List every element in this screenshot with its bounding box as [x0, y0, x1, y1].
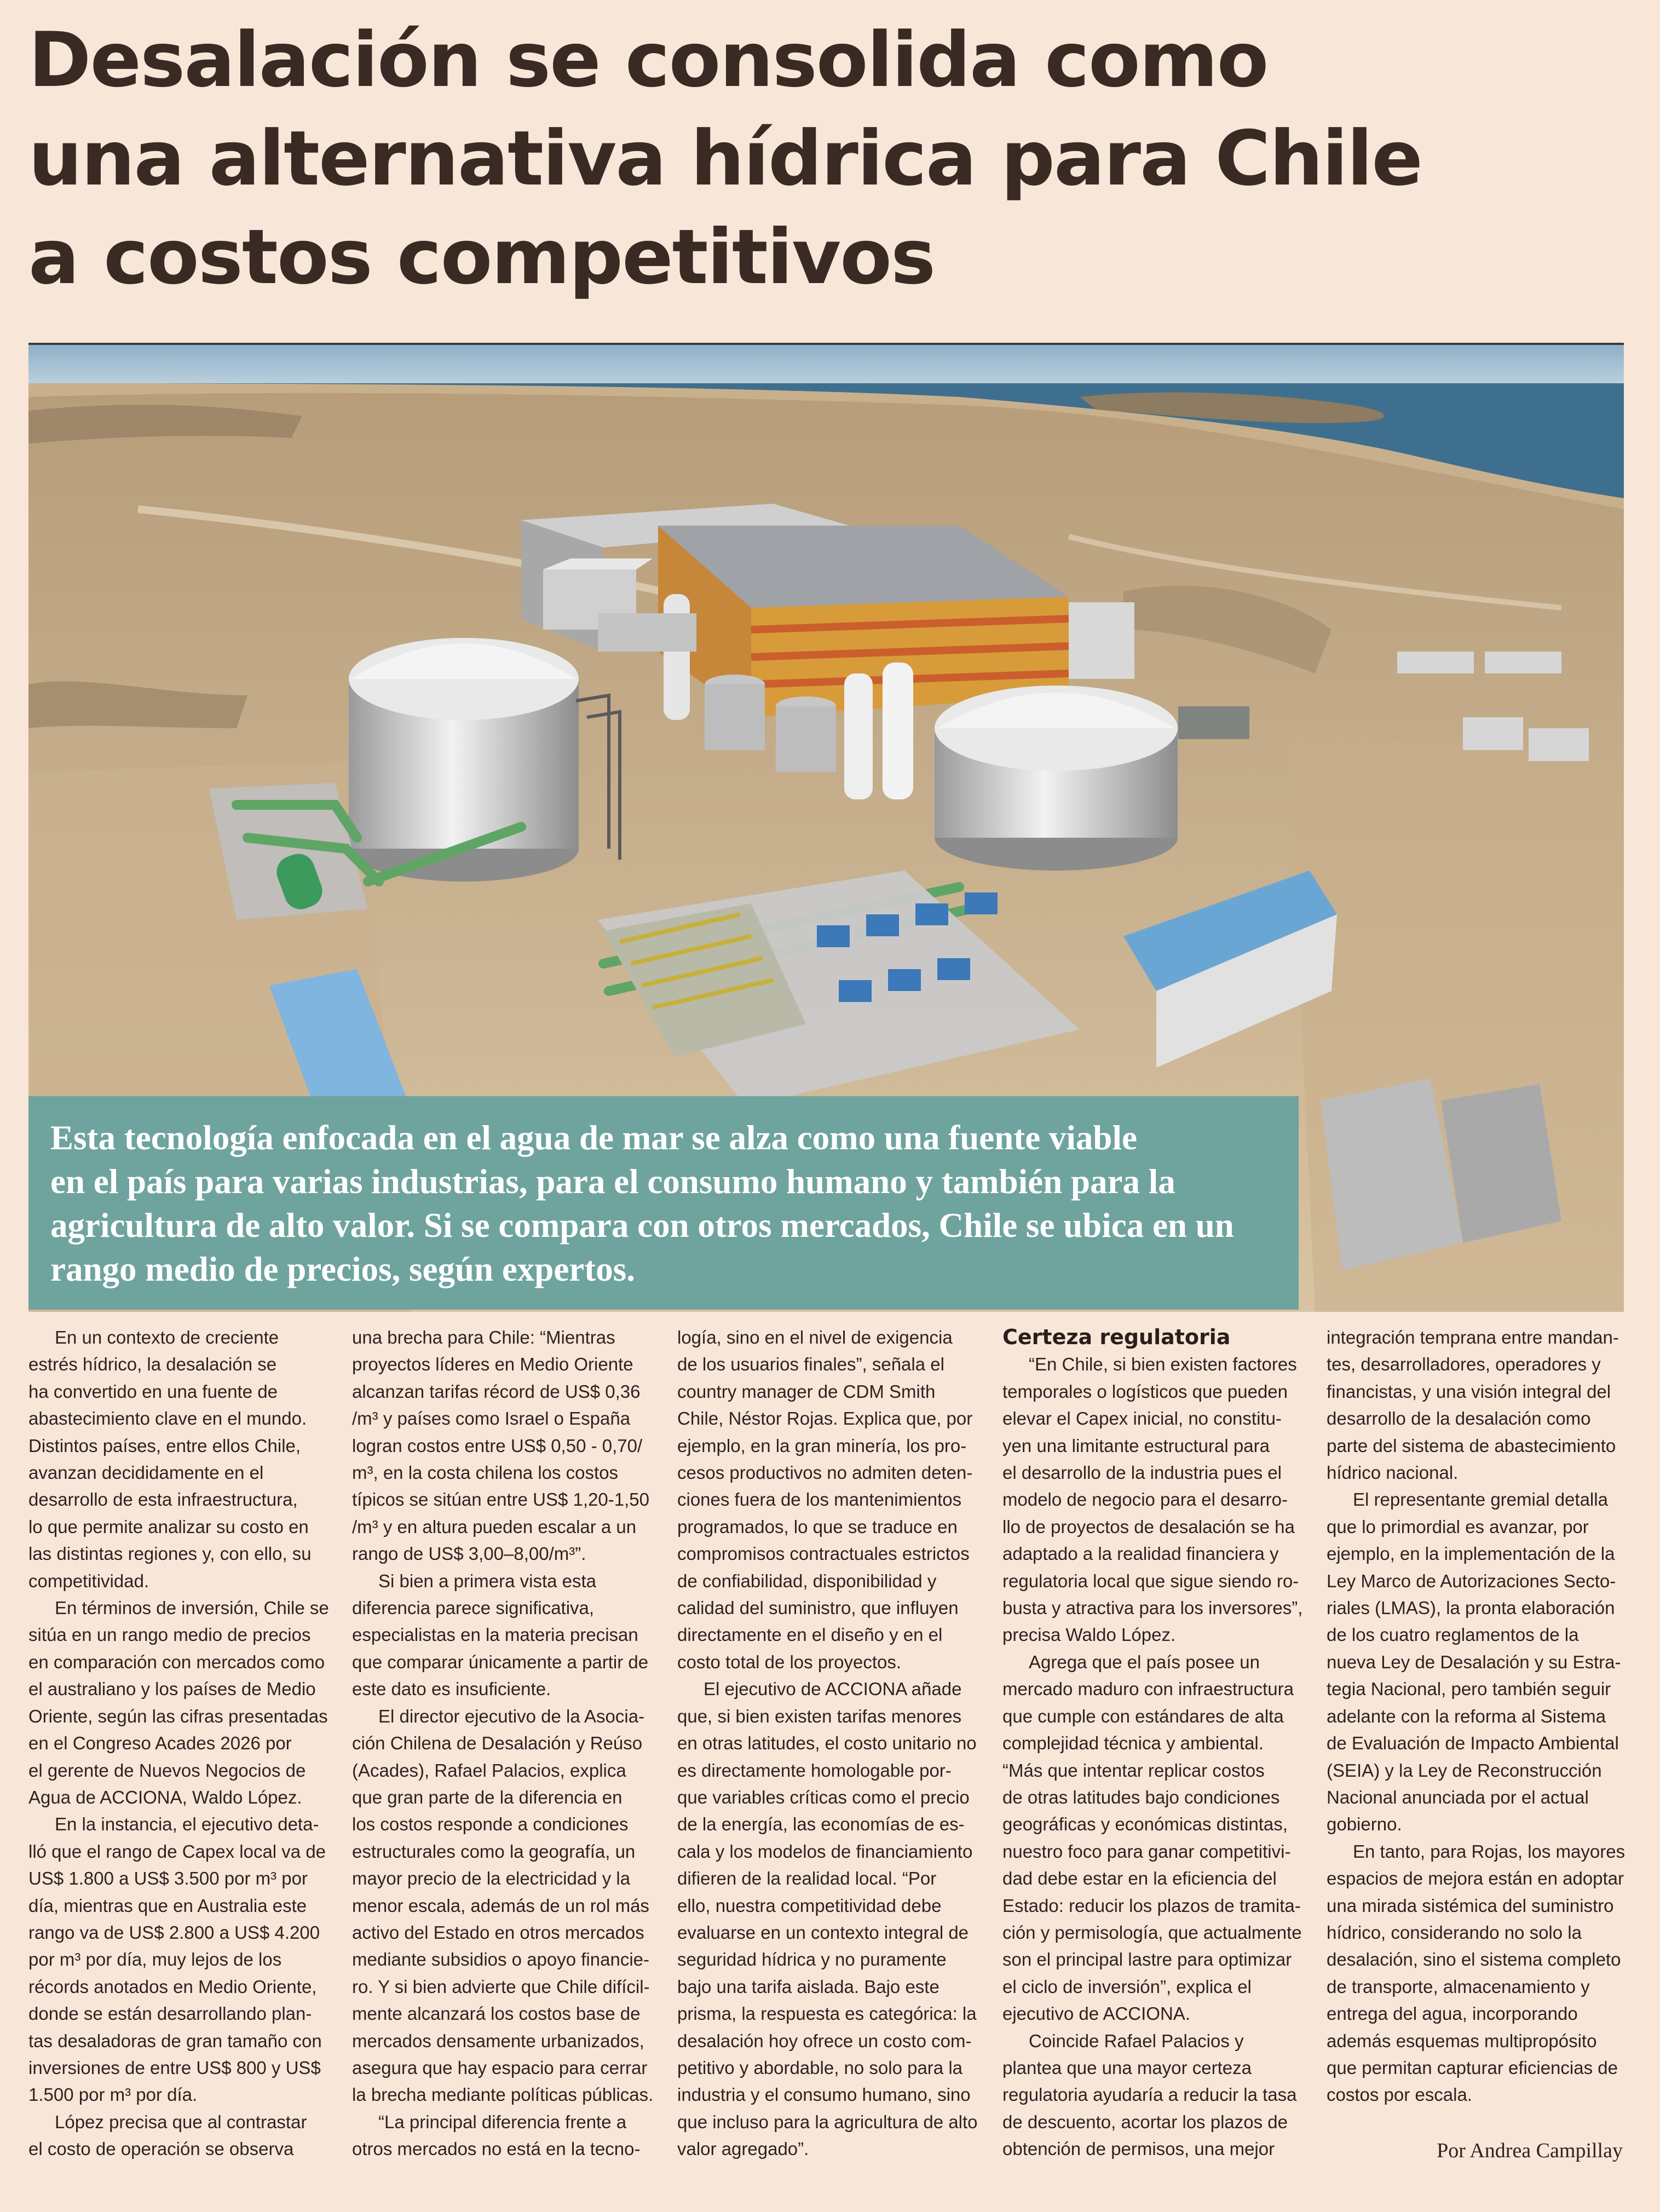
headline-line: a costos competitivos	[28, 213, 935, 301]
article-text-line: día, mientras que en Australia este	[28, 1895, 307, 1916]
article-text-line: “En Chile, si bien existen factores	[1029, 1354, 1297, 1375]
article-text-line: el costo de operación se observa	[28, 2139, 294, 2159]
article-text-line: complejidad técnica y ambiental.	[1002, 1733, 1264, 1754]
article-text-line: calidad del suministro, que influyen	[677, 1598, 959, 1618]
article-text-line: proyectos líderes en Medio Oriente	[352, 1354, 633, 1375]
article-text-line: otros mercados no está en la tecno-	[352, 2139, 641, 2159]
article-text-line: lo que permite analizar su costo en	[28, 1516, 309, 1537]
article-text-line: mayor precio de la electricidad y la	[352, 1868, 631, 1889]
headline-line: una alternativa hídrica para Chile	[28, 114, 1422, 203]
article-text-line: Nacional anunciada por el actual	[1327, 1787, 1589, 1807]
article-text-line: mediante subsidios o apoyo financie-	[352, 1949, 650, 1970]
article-text-line: de confiabilidad, disponibilidad y	[677, 1570, 937, 1591]
article-text-line: logran costos entre US$ 0,50 - 0,70/	[352, 1435, 643, 1456]
article-text-line: ejemplo, en la gran minería, los pro-	[677, 1435, 967, 1456]
article-text-line: hídrico nacional.	[1327, 1462, 1459, 1483]
summary-line: Esta tecnología enfocada en el agua de mar se alza como una fuente viable	[50, 1119, 1137, 1157]
article-text-line: directamente en el diseño y en el	[677, 1625, 943, 1645]
article-text-line: de otras latitudes bajo condiciones	[1002, 1787, 1280, 1807]
article-text-line: “Más que intentar replicar costos	[1002, 1760, 1265, 1781]
article-text-line: estrés hídrico, la desalación se	[28, 1354, 277, 1375]
article-headline	[28, 11, 1616, 307]
article-text-line: geográficas y económicas distintas,	[1002, 1814, 1288, 1835]
article-text-line: desarrollo de esta infraestructura,	[28, 1489, 298, 1510]
article-text-line: de descuento, acortar los plazos de	[1002, 2111, 1288, 2132]
article-text-line: El representante gremial detalla	[1353, 1489, 1608, 1510]
article-text-line: el ciclo de inversión”, explica el	[1002, 1976, 1252, 1997]
section-heading: Certeza regulatoria	[1002, 1325, 1231, 1349]
article-text-line: integración temprana entre mandan-	[1327, 1327, 1619, 1347]
article-text-line: típicos se sitúan entre US$ 1,20-1,50	[352, 1489, 649, 1510]
article-text-line: los costos responde a condiciones	[352, 1814, 629, 1835]
article-text-line: que gran parte de la diferencia en	[352, 1787, 622, 1807]
article-text-line: Ley Marco de Autorizaciones Secto-	[1327, 1570, 1616, 1591]
article-text-line: parte del sistema de abastecimiento	[1327, 1435, 1616, 1456]
article-text-line: ciones fuera de los mantenimientos	[677, 1489, 962, 1510]
article-text-line: entrega del agua, incorporando	[1327, 2003, 1578, 2024]
article-text-line: costos por escala.	[1327, 2084, 1472, 2105]
article-text-line: elevar el Capex inicial, no constitu-	[1002, 1408, 1282, 1429]
article-text-line: regulatoria local que sigue siendo ro-	[1002, 1570, 1299, 1591]
article-text-line: En tanto, para Rojas, los mayores	[1353, 1841, 1626, 1862]
article-text-line: En la instancia, el ejecutivo deta-	[55, 1814, 319, 1835]
article-text-line: ejecutivo de ACCIONA.	[1002, 2003, 1190, 2024]
article-text-line: que, si bien existen tarifas menores	[677, 1706, 962, 1726]
article-text-line: asegura que hay espacio para cerrar	[352, 2057, 648, 2078]
article-text-line: country manager de CDM Smith	[677, 1381, 936, 1402]
article-text-line: estructurales como la geografía, un	[352, 1841, 636, 1862]
article-text-line: /m³ y países como Israel o España	[352, 1408, 631, 1429]
article-text-line: obtención de permisos, una mejor	[1002, 2139, 1275, 2159]
article-text-line: que incluso para la agricultura de alto	[677, 2111, 978, 2132]
article-text-line: que variables críticas como el precio	[677, 1787, 970, 1807]
article-text-line: El director ejecutivo de la Asocia-	[378, 1706, 645, 1726]
article-text-line: alcanzan tarifas récord de US$ 0,36	[352, 1381, 641, 1402]
article-text-line: programados, lo que se traduce en	[677, 1516, 958, 1537]
article-text-line: una mirada sistémica del suministro	[1327, 1895, 1614, 1916]
article-text-line: desarrollo de la desalación como	[1327, 1408, 1591, 1429]
article-text-line: bajo una tarifa aislada. Bajo este	[677, 1976, 939, 1997]
article-text-line: desalación, sino el sistema completo	[1327, 1949, 1621, 1970]
article-text-line: cesos productivos no admiten deten-	[677, 1462, 973, 1483]
article-text-line: rango de US$ 3,00–8,00/m³”.	[352, 1543, 586, 1564]
article-text-line: de los cuatro reglamentos de la	[1327, 1625, 1579, 1645]
article-text-line: riales (LMAS), la pronta elaboración	[1327, 1598, 1615, 1618]
article-text-line: Estado: reducir los plazos de tramita-	[1002, 1895, 1301, 1916]
article-text-line: precisa Waldo López.	[1002, 1625, 1176, 1645]
article-text-line: yen una limitante estructural para	[1002, 1435, 1270, 1456]
article-text-line: tes, desarrolladores, operadores y	[1327, 1354, 1601, 1375]
article-text-line: cala y los modelos de financiamiento	[677, 1841, 973, 1862]
article-text-line: financistas, y una visión integral del	[1327, 1381, 1611, 1402]
article-text-line: en comparación con mercados como	[28, 1651, 325, 1672]
article-text-line: llo de proyectos de desalación se ha	[1002, 1516, 1295, 1537]
article-text-line: Oriente, según las cifras presentadas	[28, 1706, 328, 1726]
article-column-3	[677, 1324, 978, 2163]
article-text-line: ha convertido en una fuente de	[28, 1381, 278, 1402]
article-text-line: abastecimiento clave en el mundo.	[28, 1408, 307, 1429]
article-text-line: son el principal lastre para optimizar	[1002, 1949, 1292, 1970]
article-text-line: valor agregado”.	[677, 2139, 809, 2159]
article-text-line: mercados densamente urbanizados,	[352, 2030, 644, 2051]
article-text-line: adaptado a la realidad financiera y	[1002, 1543, 1279, 1564]
article-text-line: además esquemas multipropósito	[1327, 2030, 1597, 2051]
article-column-5	[1327, 1324, 1626, 2109]
article-text-line: ro. Y si bien advierte que Chile difícil-	[352, 1976, 650, 1997]
article-text-line: petitivo y abordable, no solo para la	[677, 2057, 963, 2078]
article-text-line: ción Chilena de Desalación y Reúso	[352, 1733, 643, 1754]
article-text-line: (Acades), Rafael Palacios, explica	[352, 1760, 626, 1781]
article-text-line: En términos de inversión, Chile se	[55, 1598, 329, 1618]
article-text-line: US$ 1.800 a US$ 3.500 por m³ por	[28, 1868, 308, 1889]
article-text-line: mercado maduro con infraestructura	[1002, 1679, 1294, 1700]
article-text-line: industria y el consumo humano, sino	[677, 2084, 971, 2105]
article-text-line: regulatoria ayudaría a reducir la tasa	[1002, 2084, 1297, 2105]
article-text-line: nuestro foco para ganar competitivi-	[1002, 1841, 1291, 1862]
article-text-line: 1.500 por m³ por día.	[28, 2084, 198, 2105]
article-text-line: Si bien a primera vista esta	[378, 1570, 597, 1591]
article-text-line: de transporte, almacenamiento y	[1327, 1976, 1590, 1997]
article-text-line: En un contexto de creciente	[55, 1327, 279, 1347]
article-text-line: gobierno.	[1327, 1814, 1402, 1835]
article-text-line: logía, sino en el nivel de exigencia	[677, 1327, 953, 1347]
summary-line: en el país para varias industrias, para el consumo humano y también para la	[50, 1162, 1175, 1201]
article-text-line: busta y atractiva para los inversores”,	[1002, 1598, 1303, 1618]
article-text-line: evaluarse en un contexto integral de	[677, 1922, 969, 1943]
article-text-line: ello, nuestra competitividad debe	[677, 1895, 942, 1916]
article-text-line: ejemplo, en la implementación de la	[1327, 1543, 1615, 1564]
article-text-line: temporales o logísticos que pueden	[1002, 1381, 1288, 1402]
article-text-line: las distintas regiones y, con ello, su	[28, 1543, 312, 1564]
article-text-line: lló que el rango de Capex local va de	[28, 1841, 326, 1862]
article-text-line: donde se están desarrollando plan-	[28, 2003, 312, 2024]
article-text-line: activo del Estado en otros mercados	[352, 1922, 644, 1943]
article-text-line: de los usuarios finales”, señala el	[677, 1354, 944, 1375]
article-text-line: nueva Ley de Desalación y su Estra-	[1327, 1651, 1621, 1672]
article-text-line: costo total de los proyectos.	[677, 1651, 902, 1672]
article-text-line: el australiano y los países de Medio	[28, 1679, 316, 1700]
article-text-line: en el Congreso Acades 2026 por	[28, 1733, 292, 1754]
author-byline: Por Andrea Campillay	[1437, 2139, 1623, 2162]
article-text-line: López precisa que al contrastar	[55, 2111, 307, 2132]
article-text-line: especialistas en la materia precisan	[352, 1625, 638, 1645]
headline-line: Desalación se consolida como	[28, 16, 1268, 104]
article-text-line: Chile, Néstor Rojas. Explica que, por	[677, 1408, 973, 1429]
article-text-line: de la energía, las economías de es-	[677, 1814, 965, 1835]
article-text-line: diferencia parece significativa,	[352, 1598, 595, 1618]
article-text-line: mente alcanzará los costos base de	[352, 2003, 641, 2024]
article-column-2	[352, 1324, 654, 2163]
article-text-line: que cumple con estándares de alta	[1002, 1706, 1284, 1726]
article-text-line: inversiones de entre US$ 800 y US$	[28, 2057, 321, 2078]
article-text-line: la brecha mediante políticas públicas.	[352, 2084, 654, 2105]
article-text-line: plantea que una mayor certeza	[1002, 2057, 1252, 2078]
summary-line: rango medio de precios, según expertos.	[50, 1250, 636, 1288]
article-text-line: Coincide Rafael Palacios y	[1029, 2030, 1244, 2051]
article-column-1	[28, 1324, 329, 2163]
article-text-line: Agrega que el país posee un	[1029, 1651, 1260, 1672]
article-text-line: competitividad.	[28, 1570, 149, 1591]
article-text-line: que comparar únicamente a partir de	[352, 1651, 649, 1672]
article-text-line: ción y permisología, que actualmente	[1002, 1922, 1302, 1943]
article-text-line: m³, en la costa chilena los costos	[352, 1462, 619, 1483]
article-text-line: Agua de ACCIONA, Waldo López.	[28, 1787, 302, 1807]
article-text-line: adelante con la reforma al Sistema	[1327, 1706, 1606, 1726]
article-text-line: /m³ y en altura pueden escalar a un	[352, 1516, 637, 1537]
article-text-line: espacios de mejora están en adoptar	[1327, 1868, 1624, 1889]
article-text-line: El ejecutivo de ACCIONA añade	[704, 1679, 962, 1700]
article-text-line: sitúa en un rango medio de precios	[28, 1625, 311, 1645]
article-text-line: prisma, la respuesta es categórica: la	[677, 2003, 977, 2024]
article-text-line: el gerente de Nuevos Negocios de	[28, 1760, 306, 1781]
article-text-line: récords anotados en Medio Oriente,	[28, 1976, 317, 1997]
article-text-line: “La principal diferencia frente a	[378, 2111, 627, 2132]
article-text-line: por m³ por día, muy lejos de los	[28, 1949, 282, 1970]
article-text-line: el desarrollo de la industria pues el	[1002, 1462, 1282, 1483]
article-text-line: modelo de negocio para el desarro-	[1002, 1489, 1288, 1510]
article-text-line: rango va de US$ 2.800 a US$ 4.200	[28, 1922, 320, 1943]
article-text-line: de Evaluación de Impacto Ambiental	[1327, 1733, 1619, 1754]
article-column-4	[1002, 1324, 1303, 2163]
article-text-line: avanzan decididamente en el	[28, 1462, 264, 1483]
article-text-line: compromisos contractuales estrictos	[677, 1543, 970, 1564]
summary-line: agricultura de alto valor. Si se compara con otros mercados, Chile se ubica en un	[50, 1206, 1234, 1245]
article-text-line: difieren de la realidad local. “Por	[677, 1868, 937, 1889]
article-text-line: tegia Nacional, pero también seguir	[1327, 1679, 1611, 1700]
article-text-line: dad debe estar en la eficiencia del	[1002, 1868, 1277, 1889]
article-text-line: que permitan capturar eficiencias de	[1327, 2057, 1618, 2078]
article-text-line: en otras latitudes, el costo unitario no	[677, 1733, 977, 1754]
article-text-line: este dato es insuficiente.	[352, 1679, 551, 1700]
article-text-line: desalación hoy ofrece un costo com-	[677, 2030, 972, 2051]
article-text-line: es directamente homologable por-	[677, 1760, 952, 1781]
article-text-line: una brecha para Chile: “Mientras	[352, 1327, 615, 1347]
article-text-line: tas desaladoras de gran tamaño con	[28, 2030, 322, 2051]
article-text-line: menor escala, además de un rol más	[352, 1895, 649, 1916]
article-text-line: Distintos países, entre ellos Chile,	[28, 1435, 301, 1456]
article-text-line: (SEIA) y la Ley de Reconstrucción	[1327, 1760, 1602, 1781]
article-text-line: seguridad hídrica y no puramente	[677, 1949, 947, 1970]
article-text-line: hídrico, considerando no solo la	[1327, 1922, 1582, 1943]
article-text-line: que lo primordial es avanzar, por	[1327, 1516, 1589, 1537]
article-summary-box	[28, 1096, 1299, 1310]
